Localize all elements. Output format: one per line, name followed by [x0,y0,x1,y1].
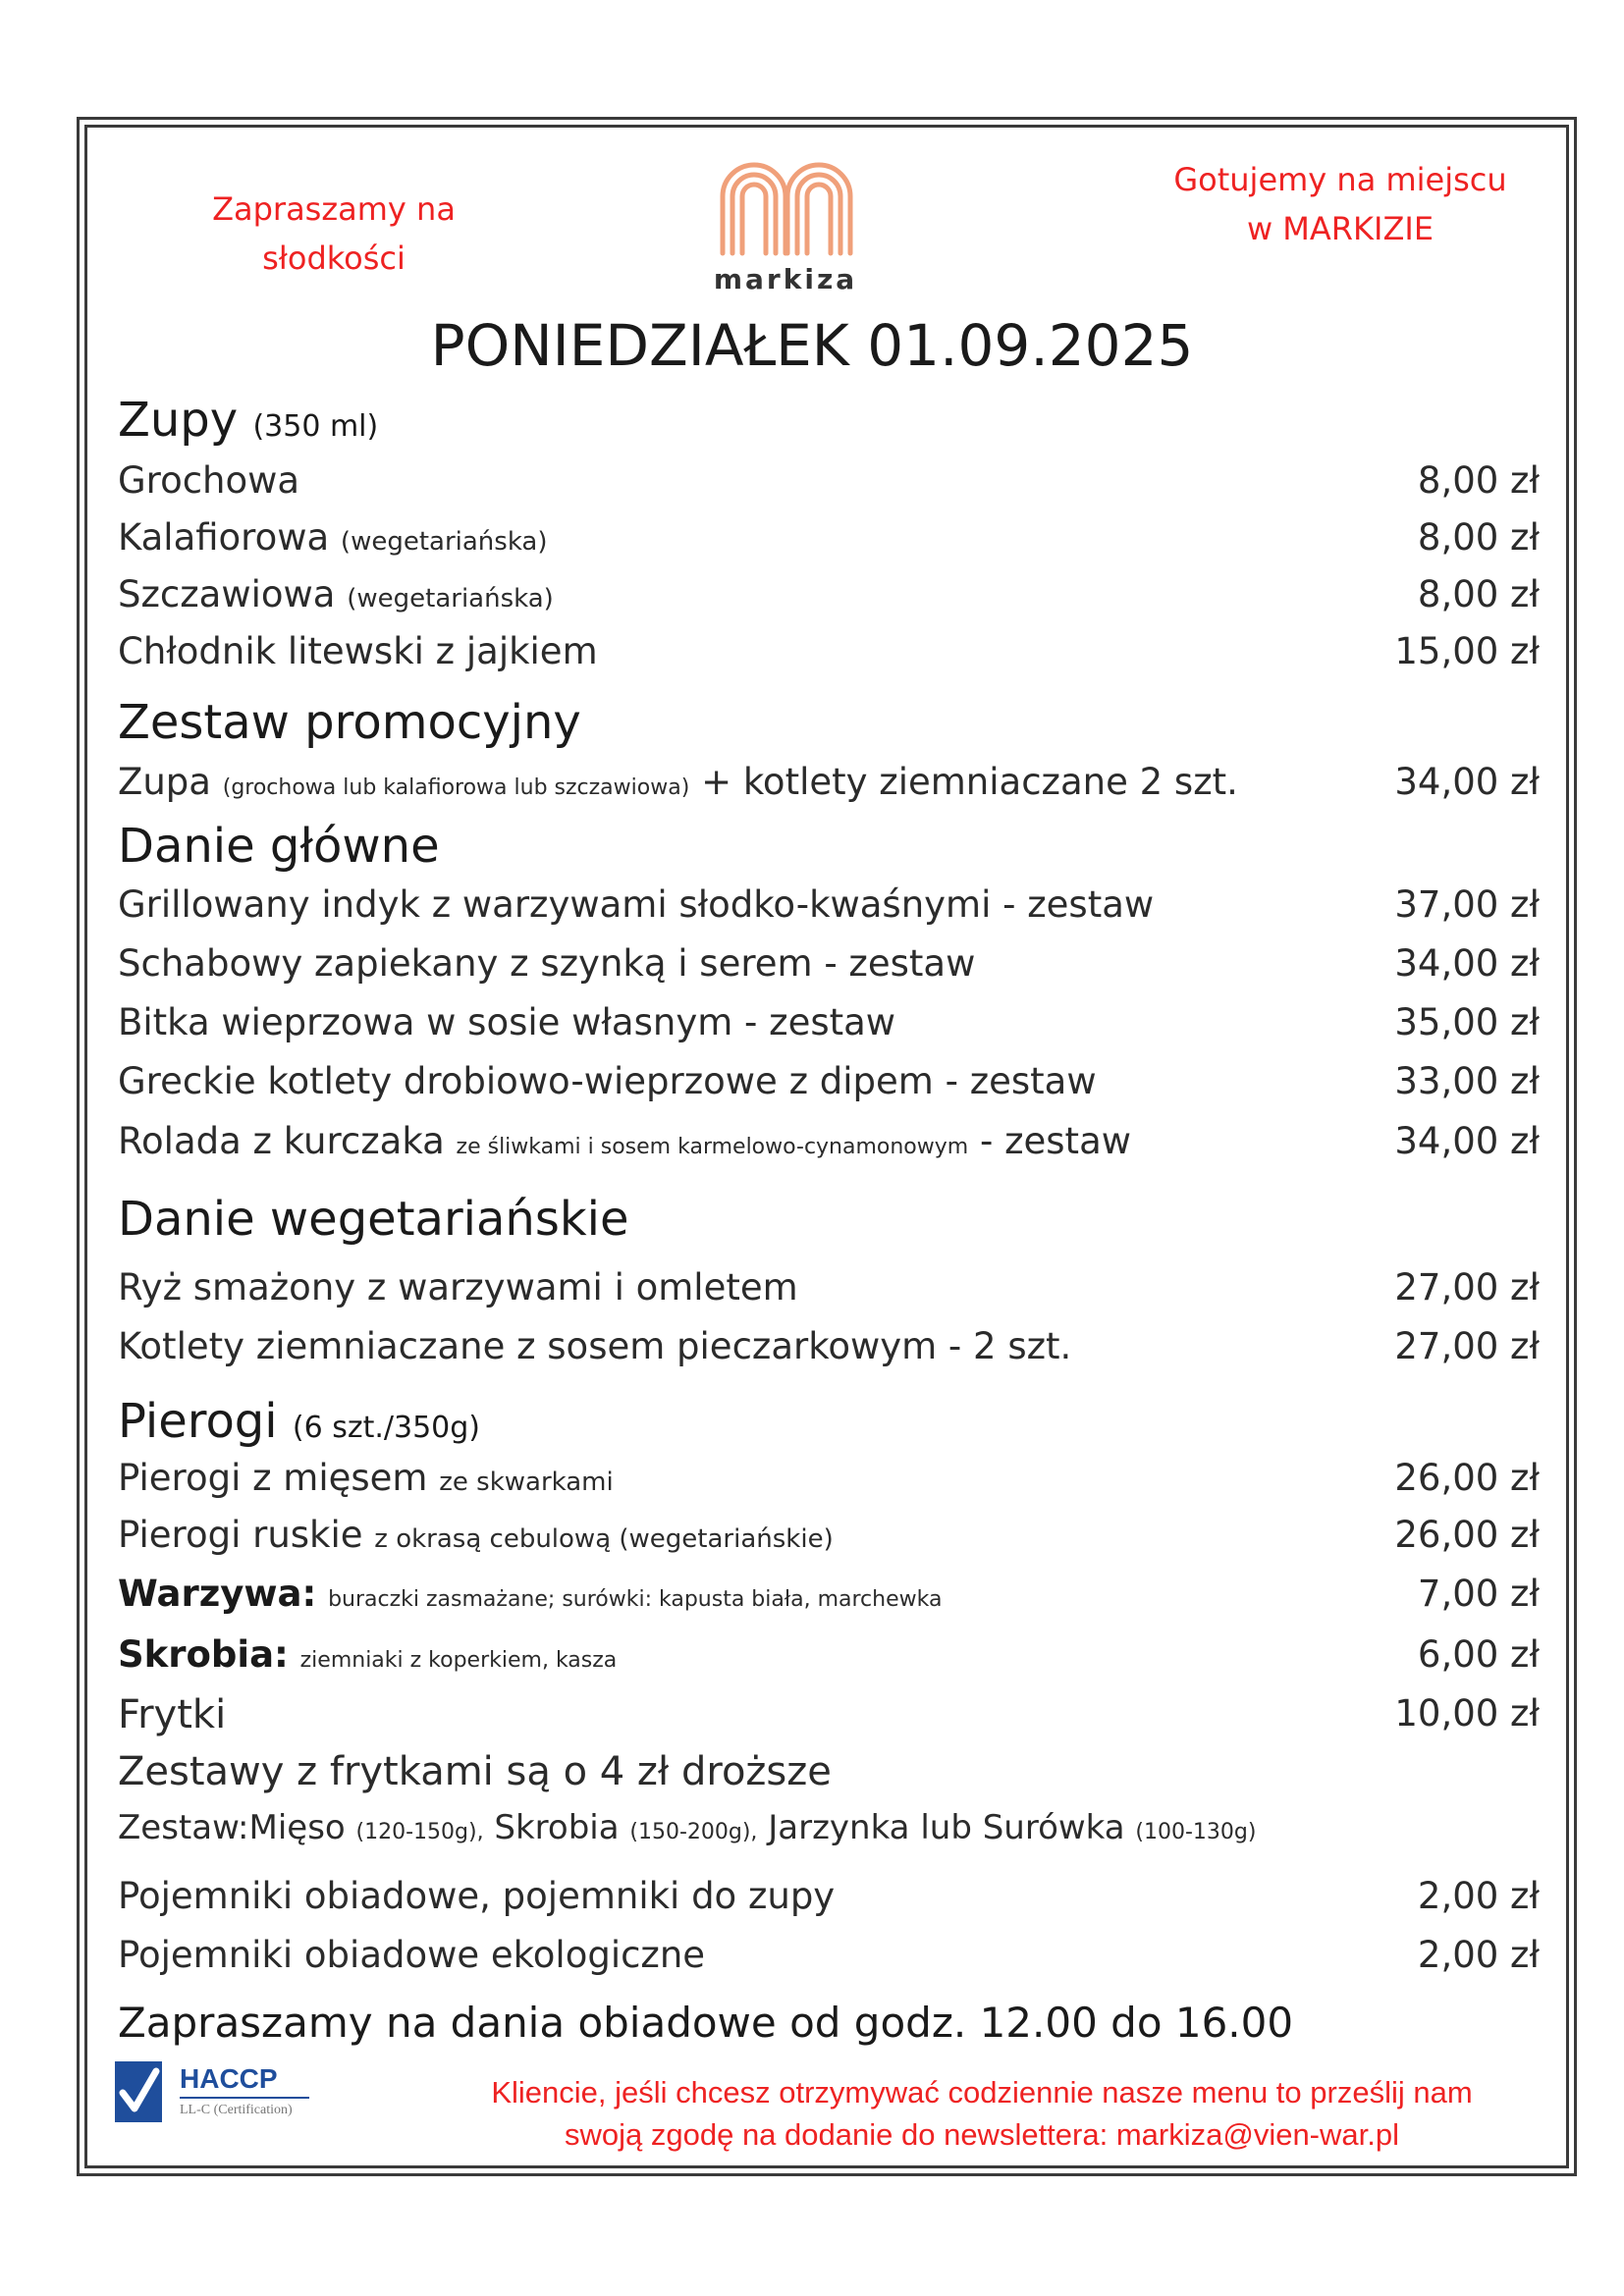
set-def-meat-weight: (120-150g), [355,1820,484,1844]
veg-row [118,1266,798,1308]
promo-cooking [1149,155,1532,253]
veg-name: Ryż smażony z warzywami i omletem [118,1266,798,1308]
skrobia-text: ziemniaki z koperkiem, kasza [299,1648,618,1673]
section-pierogi-note: (6 szt./350g) [292,1411,480,1445]
container-price: 2,00 zł [1417,1934,1540,1976]
veg-price: 27,00 zł [1394,1266,1540,1308]
soup-price: 8,00 zł [1417,516,1540,559]
section-pierogi-title: Pierogi [118,1394,278,1449]
main-row [118,942,975,985]
rolada-name: Rolada z kurczaka [118,1120,445,1162]
skrobia-price: 6,00 zł [1417,1633,1540,1676]
pierogi-note: z okrasą cebulową (wegetariańskie) [374,1524,834,1554]
pierogi-name: Pierogi ruskie [118,1514,363,1556]
frytki-row [118,1692,226,1737]
section-soups-note: (350 ml) [252,409,379,444]
newsletter-line2: swoją zgodę na dodanie do newslettera: markiza@vien-war.pl [565,2117,1399,2152]
promo-set-name: Zupa [118,761,211,803]
set-definition [118,1808,1256,1847]
soup-row [118,630,598,672]
soup-row [118,573,554,615]
fries-note: Zestawy z frytkami są o 4 zł droższe [118,1749,832,1794]
veg-price: 27,00 zł [1394,1325,1540,1367]
soup-name: Grochowa [118,459,300,502]
section-vegetarian: Danie wegetariańskie [118,1192,629,1247]
frytki-name: Frytki [118,1692,227,1737]
haccp-label: HACCP [180,2063,278,2094]
veg-name: Kotlety ziemniaczane z sosem pieczarkowym - 2 szt. [118,1325,1072,1367]
container-price: 2,00 zł [1417,1875,1540,1917]
rolada-note: ze śliwkami i sosem karmelowo-cynamonowym [456,1135,969,1159]
soup-price: 8,00 zł [1417,459,1540,502]
set-def-starch-weight: (150-200g), [629,1820,758,1844]
promo-cooking-line2: w MARKIZIE [1246,210,1435,247]
main-price: 37,00 zł [1394,883,1540,926]
soup-row [118,516,548,559]
haccp-subtitle: LL-C (Certification) [180,2103,293,2117]
skrobia-row [118,1633,617,1676]
opening-hours: Zapraszamy na dania obiadowe od godz. 12.00 do 16.00 [118,1999,1294,2047]
set-def-starch: Skrobia [494,1808,620,1847]
promo-set-price: 34,00 zł [1394,761,1540,803]
skrobia-label: Skrobia: [118,1633,289,1676]
section-promo-set: Zestaw promocyjny [118,695,581,750]
promo-set-row [118,761,1238,803]
haccp-check-icon [115,2061,162,2122]
veg-row [118,1325,1071,1367]
markiza-logo-icon [713,155,860,257]
container-name: Pojemniki obiadowe ekologiczne [118,1934,706,1976]
rolada-rest: - zestaw [979,1120,1132,1162]
main-name: Schabowy zapiekany z szynką i serem - zestaw [118,942,976,985]
soup-price: 15,00 zł [1394,630,1540,672]
main-name: Grillowany indyk z warzywami słodko-kwaśnymi - zestaw [118,883,1155,926]
warzywa-label: Warzywa: [118,1573,317,1615]
promo-cooking-line1: Gotujemy na miejscu [1173,161,1507,198]
set-def-veg: Jarzynka lub Surówka [768,1808,1125,1847]
promo-sweets-line1: Zapraszamy na [212,190,456,228]
newsletter-note [422,2071,1542,2156]
pierogi-row [118,1457,614,1499]
soup-name: Chłodnik litewski z jajkiem [118,630,598,672]
warzywa-text: buraczki zasmażane; surówki: kapusta biała, marchewka [328,1587,943,1612]
soup-name: Szczawiowa [118,573,336,615]
rolada-price: 34,00 zł [1394,1120,1540,1162]
promo-sweets-line2: słodkości [262,240,406,277]
set-def-veg-weight: (100-130g) [1135,1820,1257,1844]
section-main: Danie główne [118,819,440,874]
section-soups-title: Zupy [118,393,239,448]
pierogi-price: 26,00 zł [1394,1457,1540,1499]
container-row [118,1934,705,1976]
haccp-divider [180,2097,309,2099]
section-soups [118,393,378,448]
section-pierogi [118,1394,480,1449]
pierogi-name: Pierogi z mięsem [118,1457,428,1499]
frytki-price: 10,00 zł [1394,1692,1540,1735]
warzywa-row [118,1573,942,1615]
warzywa-price: 7,00 zł [1417,1573,1540,1615]
container-name: Pojemniki obiadowe, pojemniki do zupy [118,1875,836,1917]
main-row [118,1060,1097,1102]
soup-name: Kalafiorowa [118,516,330,559]
promo-sweets [206,185,461,283]
promo-set-rest: + kotlety ziemniaczane 2 szt. [701,761,1238,803]
soup-note: (wegetariańska) [340,527,548,557]
pierogi-price: 26,00 zł [1394,1514,1540,1556]
soup-price: 8,00 zł [1417,573,1540,615]
container-row [118,1875,835,1917]
main-price: 33,00 zł [1394,1060,1540,1102]
day-title: PONIEDZIAŁEK 01.09.2025 [430,312,1194,379]
main-row [118,1001,895,1043]
newsletter-line1: Kliencie, jeśli chcesz otrzymywać codziennie nasze menu to prześlij nam [491,2075,1473,2109]
pierogi-row [118,1514,834,1556]
soup-row [118,459,299,502]
brand-name: markiza [713,263,858,295]
main-row-rolada [118,1120,1131,1162]
pierogi-note: ze skwarkami [439,1468,614,1497]
main-name: Bitka wieprzowa w sosie własnym - zestaw [118,1001,896,1043]
main-price: 34,00 zł [1394,942,1540,985]
soup-note: (wegetariańska) [347,584,554,614]
main-price: 35,00 zł [1394,1001,1540,1043]
promo-set-note: (grochowa lub kalafiorowa lub szczawiowa) [222,775,690,800]
set-def-meat: Zestaw:Mięso [118,1808,346,1847]
main-name: Greckie kotlety drobiowo-wieprzowe z dipem - zestaw [118,1060,1097,1102]
main-row [118,883,1154,926]
